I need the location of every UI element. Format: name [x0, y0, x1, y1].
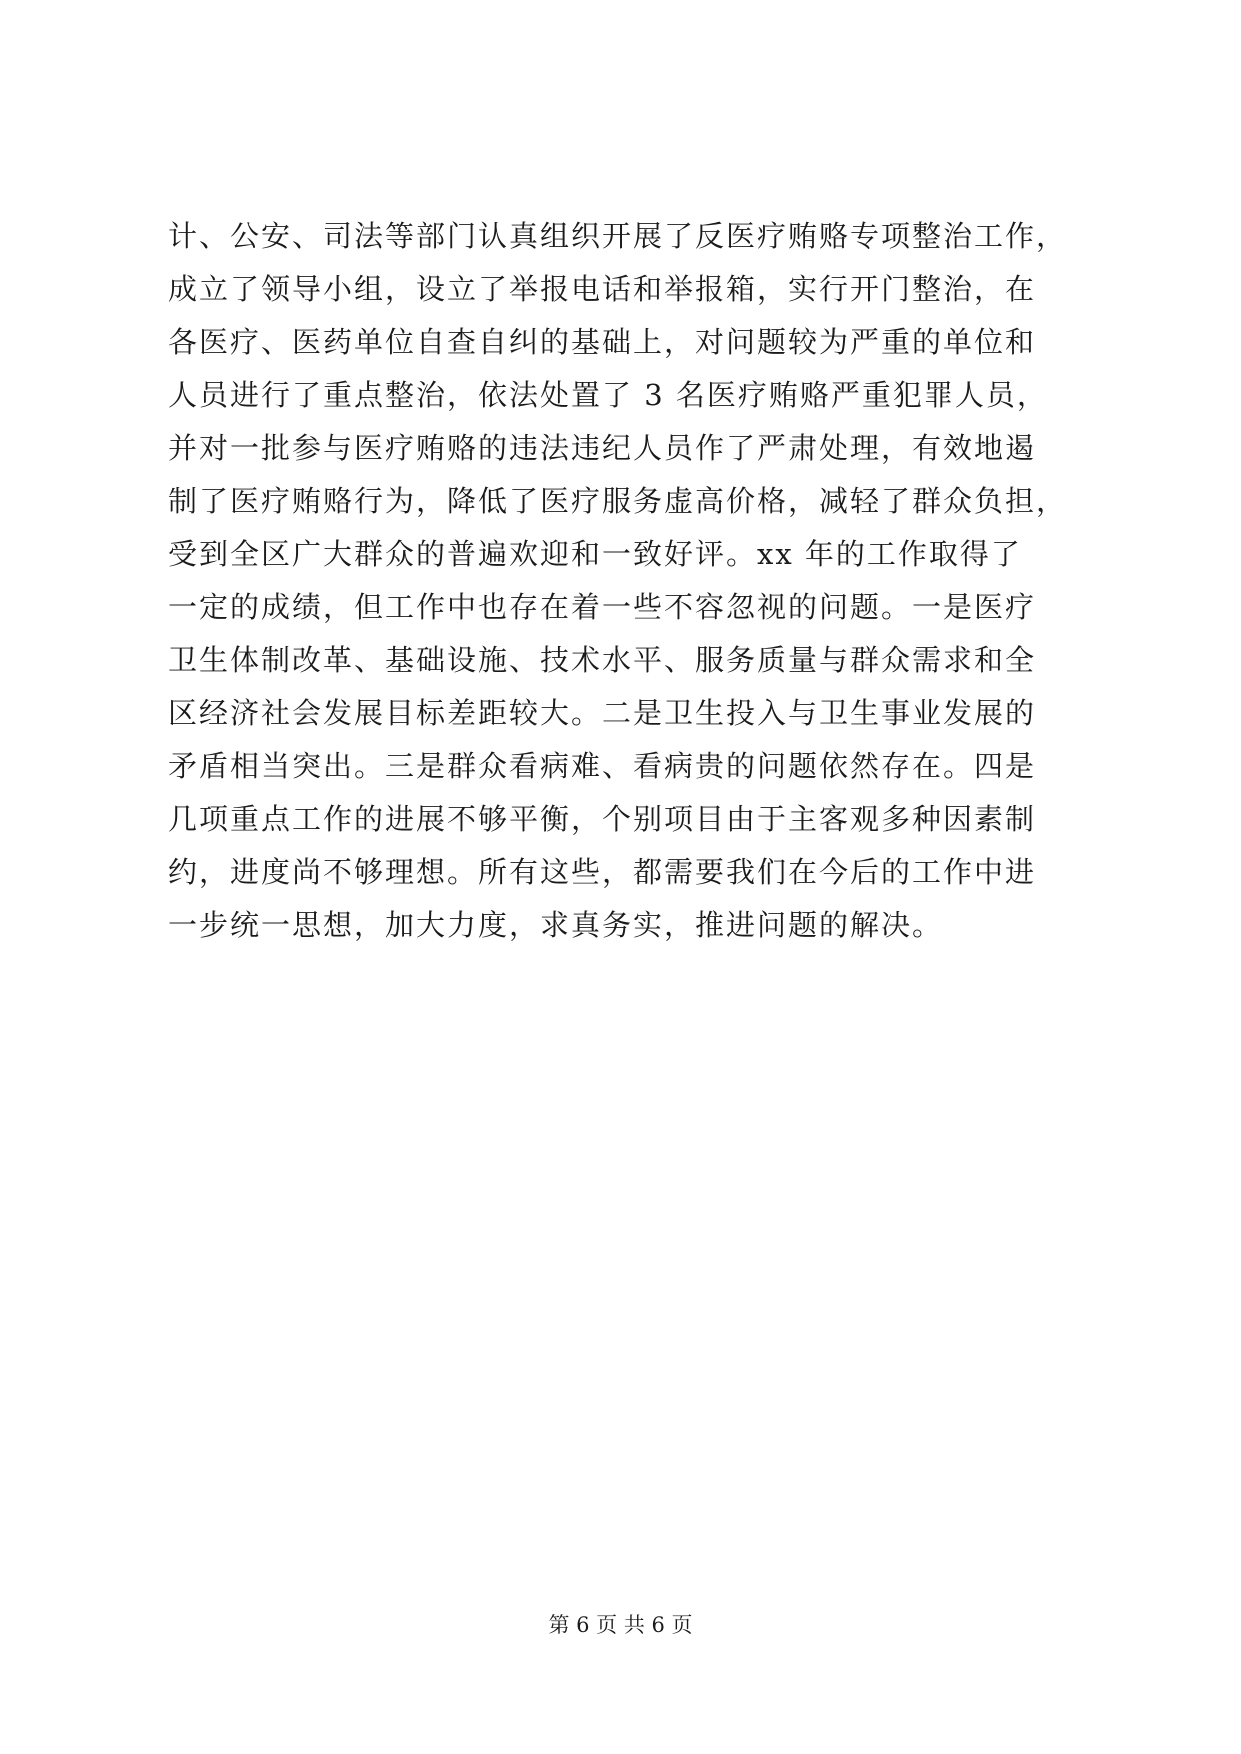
text-line: 区经济社会发展目标差距较大。二是卫生投入与卫生事业发展的 — [168, 696, 1037, 730]
text-line: 各医疗、医药单位自查自纠的基础上，对问题较为严重的单位和 — [168, 325, 1037, 359]
text-line: 一定的成绩，但工作中也存在着一些不容忽视的问题。一是医疗 — [168, 590, 1037, 624]
body-paragraph — [168, 210, 1088, 952]
text-line: 矛盾相当突出。三是群众看病难、看病贵的问题依然存在。四是 — [168, 749, 1037, 783]
text-line: 制了医疗贿赂行为，降低了医疗服务虚高价格，减轻了群众负担， — [168, 484, 1068, 518]
text-line: 几项重点工作的进展不够平衡，个别项目由于主客观多种因素制 — [168, 802, 1037, 836]
text-line: 约，进度尚不够理想。所有这些，都需要我们在今后的工作中进 — [168, 855, 1037, 889]
text-line: 并对一批参与医疗贿赂的违法违纪人员作了严肃处理，有效地遏 — [168, 431, 1037, 465]
text-line: 人员进行了重点整治，依法处置了 3 名医疗贿赂严重犯罪人员， — [168, 378, 1048, 412]
text-line: 一步统一思想，加大力度，求真务实，推进问题的解决。 — [168, 908, 944, 942]
text-line: 卫生体制改革、基础设施、技术水平、服务质量与群众需求和全 — [168, 643, 1037, 677]
page-number-footer: 第 6 页 共 6 页 — [548, 1613, 693, 1637]
text-line: 计、公安、司法等部门认真组织开展了反医疗贿赂专项整治工作， — [168, 219, 1068, 253]
text-line: 成立了领导小组，设立了举报电话和举报箱，实行开门整治，在 — [168, 272, 1037, 306]
text-line: 受到全区广大群众的普遍欢迎和一致好评。xx 年的工作取得了 — [168, 537, 1022, 571]
